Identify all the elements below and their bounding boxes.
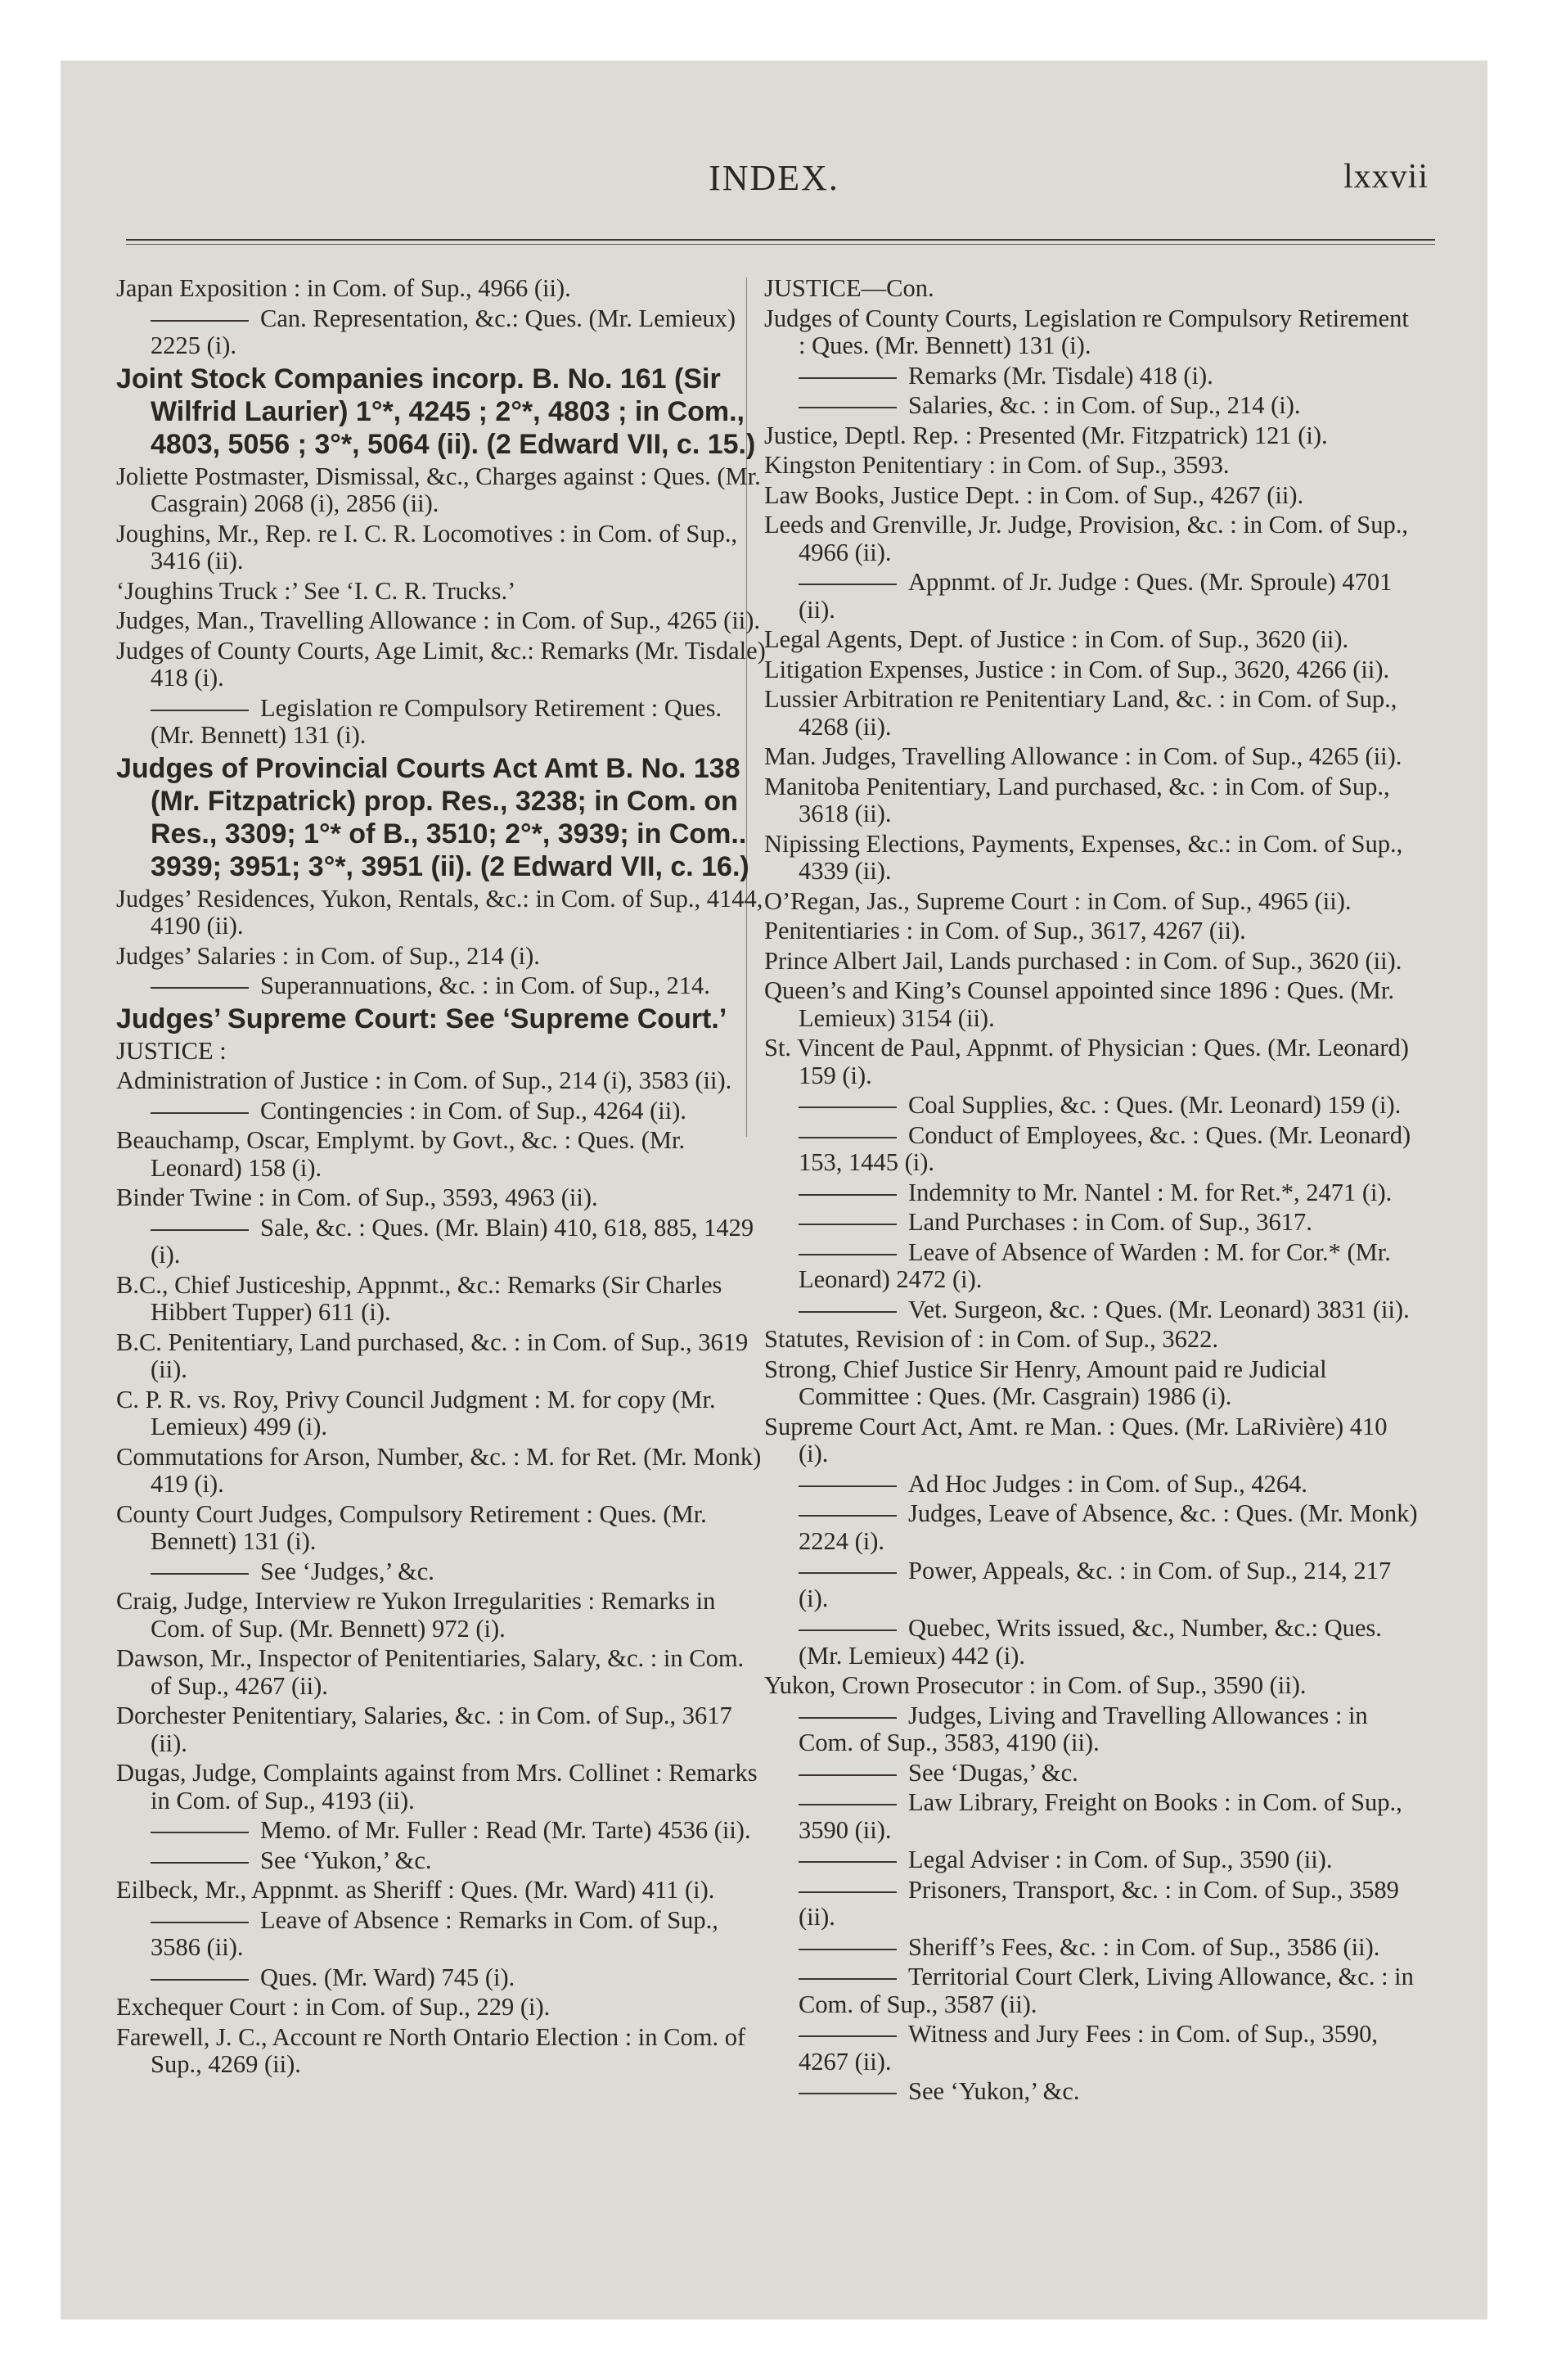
index-entry — [764, 275, 1419, 303]
ditto-dash — [799, 1485, 897, 1487]
header-rule-thin — [126, 244, 1435, 245]
index-entry — [764, 888, 1419, 916]
index-entry — [116, 1645, 771, 1700]
ditto-dash — [799, 1629, 897, 1631]
index-entry-text: Judges’ Supreme Court: See ‘Supreme Court.’ — [116, 1003, 727, 1034]
index-entry-text: Lussier Arbitration re Penitentiary Land, &c. : in Com. of Sup., 4268 (ii). — [764, 685, 1397, 741]
index-entry-text: Penitentiaries : in Com. of Sup., 3617, 4267 (ii). — [764, 917, 1246, 944]
page-title: INDEX. — [709, 158, 839, 198]
index-entry-text: C. P. R. vs. Roy, Privy Council Judgment : M. for copy (Mr. Lemieux) 499 (i). — [116, 1385, 716, 1440]
index-entry-text: Judges, Living and Travelling Allowances : in Com. of Sup., 3583, 4190 (ii). — [799, 1701, 1368, 1756]
index-entry-text: ‘Joughins Truck :’ See ‘I. C. R. Trucks.’ — [116, 576, 516, 605]
index-entry-text: Judges of Provincial Courts Act Amt B. No. 138 (Mr. Fitzpatrick) prop. Res., 3238; in Com. on Res., 3309; 1°* of B., 3510; 2°*, 3939; in Com.. 3939; 3951; 3°*, 3951 (ii). (2 Edward VII, c. 16.) — [116, 752, 749, 882]
index-entry — [764, 1672, 1419, 1700]
index-entry-text: Memo. of Mr. Fuller : Read (Mr. Tarte) 4536 (ii). — [260, 1816, 751, 1844]
index-entry-text: Beauchamp, Oscar, Emplymt. by Govt., &c. : Ques. (Mr. Leonard) 158 (i). — [116, 1126, 686, 1182]
index-entry — [764, 1934, 1419, 1962]
index-entry — [764, 1356, 1419, 1411]
index-entry-text: Power, Appeals, &c. : in Com. of Sup., 214, 217 (i). — [799, 1557, 1392, 1612]
index-entry — [116, 578, 771, 606]
index-entry-text: Strong, Chief Justice Sir Henry, Amount paid re Judicial Committee : Ques. (Mr. Casgrain) 1986 (i). — [764, 1355, 1327, 1410]
index-entry-text: Prisoners, Transport, &c. : in Com. of Sup., 3589 (ii). — [799, 1875, 1399, 1931]
index-entry — [116, 1272, 771, 1327]
ditto-dash — [799, 1572, 897, 1574]
index-entry — [116, 1588, 771, 1643]
index-entry-text: Yukon, Crown Prosecutor : in Com. of Sup., 3590 (ii). — [764, 1671, 1307, 1699]
index-entry-text: Administration of Justice : in Com. of Sup., 214 (i), 3583 (ii). — [116, 1066, 732, 1094]
index-entry-text: Judges of County Courts, Legislation re Compulsory Retirement : Ques. (Mr. Bennett) 131 (i). — [764, 304, 1409, 359]
index-entry — [764, 1034, 1419, 1089]
index-entry — [764, 1877, 1419, 1931]
ditto-dash — [799, 2035, 897, 2037]
index-entry — [116, 1907, 771, 1962]
ditto-dash — [799, 1194, 897, 1196]
index-entry — [764, 363, 1419, 390]
ditto-dash — [799, 407, 897, 408]
index-entry-text: Judges’ Salaries : in Com. of Sup., 214 (i). — [116, 941, 540, 970]
page-header — [61, 157, 1487, 206]
ditto-dash — [799, 1891, 897, 1893]
index-entry — [116, 752, 771, 883]
index-entry — [116, 275, 771, 303]
index-entry — [764, 1122, 1419, 1177]
header-rule — [126, 239, 1435, 241]
index-entry — [764, 686, 1419, 741]
index-entry-text: Leeds and Grenville, Jr. Judge, Provision, &c. : in Com. of Sup., 4966 (ii). — [764, 511, 1408, 566]
index-entry — [764, 656, 1419, 684]
index-entry-text: Litigation Expenses, Justice : in Com. of Sup., 3620, 4266 (ii). — [764, 655, 1390, 683]
index-entry — [764, 1209, 1419, 1237]
ditto-dash — [799, 1254, 897, 1255]
index-entry-text: Man. Judges, Travelling Allowance : in Com. of Sup., 4265 (ii). — [764, 742, 1402, 770]
index-entry — [764, 422, 1419, 450]
ditto-dash — [151, 1979, 249, 1981]
index-entry-text: Leave of Absence : Remarks in Com. of Sup., 3586 (ii). — [151, 1905, 718, 1961]
ditto-dash — [799, 2093, 897, 2094]
index-entry — [764, 1963, 1419, 2018]
index-entry-text: Vet. Surgeon, &c. : Ques. (Mr. Leonard) 3831 (ii). — [908, 1295, 1410, 1323]
index-entry-text: Appnmt. of Jr. Judge : Ques. (Mr. Sproule) 4701 (ii). — [799, 568, 1393, 624]
index-entry-text: Commutations for Arson, Number, &c. : M. for Ret. (Mr. Monk) 419 (i). — [116, 1442, 762, 1498]
index-entry — [116, 1444, 771, 1499]
ditto-dash — [799, 1861, 897, 1863]
index-entry-text: Law Books, Justice Dept. : in Com. of Sup., 4267 (ii). — [764, 480, 1304, 509]
index-entry-text: Manitoba Penitentiary, Land purchased, &c. : in Com. of Sup., 3618 (ii). — [764, 772, 1390, 827]
index-entry — [764, 831, 1419, 886]
index-entry — [764, 1760, 1419, 1787]
index-entry-text: O’Regan, Jas., Supreme Court : in Com. of Sup., 4965 (ii). — [764, 886, 1352, 915]
index-entry-text: Joughins, Mr., Rep. re I. C. R. Locomotives : in Com. of Sup., 3416 (ii). — [116, 519, 738, 575]
index-entry — [764, 2021, 1419, 2076]
index-entry-text: Japan Exposition : in Com. of Sup., 4966 (ii). — [116, 274, 571, 302]
index-entry — [764, 1615, 1419, 1670]
index-entry — [764, 1557, 1419, 1612]
ditto-dash — [799, 1774, 897, 1776]
index-entry-text: Eilbeck, Mr., Appnmt. as Sheriff : Ques. (Mr. Ward) 411 (i). — [116, 1876, 715, 1904]
index-entry — [116, 1215, 771, 1269]
ditto-dash — [799, 1137, 897, 1138]
index-entry — [764, 1239, 1419, 1294]
ditto-dash — [799, 584, 897, 585]
index-entry-text: Sheriff’s Fees, &c. : in Com. of Sup., 3586 (ii). — [908, 1932, 1380, 1961]
index-entry — [764, 392, 1419, 420]
index-entry-text: B.C. Penitentiary, Land purchased, &c. : in Com. of Sup., 3619 (ii). — [116, 1327, 749, 1383]
index-entry — [764, 1500, 1419, 1555]
ditto-dash — [151, 1573, 249, 1575]
index-entry — [764, 626, 1419, 654]
index-entry — [764, 948, 1419, 976]
index-entry-text: JUSTICE : — [116, 1036, 227, 1065]
index-entry — [116, 1003, 771, 1035]
index-entry — [764, 743, 1419, 771]
ditto-dash — [151, 1862, 249, 1864]
index-entry — [116, 695, 771, 750]
index-entry — [764, 512, 1419, 566]
index-entry — [116, 2024, 771, 2079]
ditto-dash — [799, 1311, 897, 1313]
index-entry-text: Supreme Court Act, Amt. re Man. : Ques. (Mr. LaRivière) 410 (i). — [764, 1412, 1388, 1467]
index-entry-text: Indemnity to Mr. Nantel : M. for Ret.*, 2471 (i). — [908, 1178, 1393, 1206]
index-entry — [116, 943, 771, 971]
index-entry-text: Dorchester Penitentiary, Salaries, &c. : in Com. of Sup., 3617 (ii). — [116, 1702, 732, 1757]
index-entry-text: Salaries, &c. : in Com. of Sup., 214 (i). — [908, 391, 1301, 419]
ditto-dash — [151, 1832, 249, 1833]
index-entry-text: Exchequer Court : in Com. of Sup., 229 (i). — [116, 1993, 551, 2021]
index-entry — [764, 1179, 1419, 1207]
index-entry — [116, 607, 771, 635]
index-entry-text: Land Purchases : in Com. of Sup., 3617. — [908, 1208, 1312, 1236]
index-entry-text: Judges of County Courts, Age Limit, &c.: Remarks (Mr. Tisdale) 418 (i). — [116, 636, 766, 692]
index-entry — [764, 1846, 1419, 1874]
index-entry — [116, 521, 771, 575]
ditto-dash — [799, 1107, 897, 1108]
ditto-dash — [799, 1515, 897, 1517]
index-entry — [116, 1098, 771, 1125]
ditto-dash — [799, 1224, 897, 1225]
index-entry — [116, 1702, 771, 1757]
index-entry-text: Territorial Court Clerk, Living Allowance, &c. : in Com. of Sup., 3587 (ii). — [799, 1963, 1414, 2018]
index-entry — [116, 1877, 771, 1904]
index-entry-text: Ad Hoc Judges : in Com. of Sup., 4264. — [908, 1469, 1307, 1498]
index-entry — [764, 1471, 1419, 1499]
ditto-dash — [151, 710, 249, 711]
index-entry — [764, 1702, 1419, 1757]
index-entry-text: County Court Judges, Compulsory Retirement : Ques. (Mr. Bennett) 131 (i). — [116, 1499, 707, 1555]
index-entry-text: Remarks (Mr. Tisdale) 418 (i). — [908, 361, 1213, 390]
index-entry — [116, 1760, 771, 1814]
page-number: lxxvii — [1343, 158, 1429, 196]
index-entry — [116, 1501, 771, 1556]
index-entry-text: Ques. (Mr. Ward) 745 (i). — [260, 1963, 515, 1991]
ditto-dash — [151, 320, 249, 322]
ditto-dash — [799, 1717, 897, 1719]
index-entry — [116, 1329, 771, 1384]
index-entry-text: Legislation re Compulsory Retirement : Ques. (Mr. Bennett) 131 (i). — [151, 693, 722, 749]
index-entry — [764, 2078, 1419, 2106]
index-entry-text: Sale, &c. : Ques. (Mr. Blain) 410, 618, 885, 1429 (i). — [151, 1213, 754, 1269]
index-entry — [116, 1386, 771, 1441]
index-entry-text: Coal Supplies, &c. : Ques. (Mr. Leonard) 159 (i). — [908, 1091, 1402, 1119]
index-entry — [116, 463, 771, 518]
index-entry — [764, 1789, 1419, 1844]
index-entry-text: Nipissing Elections, Payments, Expenses, &c.: in Com. of Sup., 4339 (ii). — [764, 829, 1403, 885]
ditto-dash — [799, 1949, 897, 1950]
index-entry — [116, 1038, 771, 1066]
right-column — [764, 275, 1419, 2108]
index-entry — [116, 1067, 771, 1095]
index-entry-text: Law Library, Freight on Books : in Com. of Sup., 3590 (ii). — [799, 1788, 1402, 1844]
index-entry — [116, 1127, 771, 1182]
index-entry-text: Craig, Judge, Interview re Yukon Irregularities : Remarks in Com. of Sup. (Mr. Bennett) 972 (i). — [116, 1587, 716, 1643]
index-entry — [764, 977, 1419, 1032]
index-entry-text: B.C., Chief Justiceship, Appnmt., &c.: Remarks (Sir Charles Hibbert Tupper) 611 (i). — [116, 1270, 722, 1326]
ditto-dash — [799, 1804, 897, 1805]
index-entry-text: JUSTICE—Con. — [764, 274, 934, 302]
index-entry-text: See ‘Yukon,’ &c. — [260, 1846, 432, 1874]
index-entry-text: Conduct of Employees, &c. : Ques. (Mr. Leonard) 153, 1445 (i). — [799, 1120, 1411, 1176]
index-entry — [116, 1847, 771, 1875]
index-entry — [764, 773, 1419, 828]
index-entry-text: Judges, Man., Travelling Allowance : in Com. of Sup., 4265 (ii). — [116, 606, 761, 634]
index-entry-text: Dawson, Mr., Inspector of Penitentiaries, Salary, &c. : in Com. of Sup., 4267 (ii). — [116, 1644, 745, 1700]
ditto-dash — [151, 1229, 249, 1231]
ditto-dash — [151, 1922, 249, 1923]
index-entry — [116, 972, 771, 1000]
index-entry — [764, 452, 1419, 480]
index-entry-text: Superannuations, &c. : in Com. of Sup., 214. — [260, 971, 710, 999]
index-entry — [764, 482, 1419, 510]
index-entry-text: See ‘Yukon,’ &c. — [908, 2077, 1080, 2105]
index-entry-text: Witness and Jury Fees : in Com. of Sup., 3590, 4267 (ii). — [799, 2020, 1379, 2076]
index-entry — [764, 569, 1419, 624]
left-column — [116, 275, 771, 2081]
index-entry-text: Justice, Deptl. Rep. : Presented (Mr. Fitzpatrick) 121 (i). — [764, 421, 1328, 449]
ditto-dash — [799, 377, 897, 379]
index-entry — [764, 1413, 1419, 1468]
index-entry — [116, 886, 771, 940]
index-entry — [764, 917, 1419, 945]
index-entry-text: Joliette Postmaster, Dismissal, &c., Charges against : Ques. (Mr. Casgrain) 2068 (i), 2856 (ii). — [116, 462, 761, 517]
index-entry-text: Can. Representation, &c.: Ques. (Mr. Lemieux) 2225 (i). — [151, 304, 736, 359]
index-entry — [116, 638, 771, 692]
ditto-dash — [151, 1112, 249, 1114]
index-entry — [764, 1326, 1419, 1354]
index-entry-text: Legal Adviser : in Com. of Sup., 3590 (ii). — [908, 1846, 1333, 1873]
index-entry — [116, 1184, 771, 1212]
index-entry — [116, 1558, 771, 1586]
ditto-dash — [799, 1978, 897, 1980]
index-entry-text: Kingston Penitentiary : in Com. of Sup., 3593. — [764, 451, 1230, 479]
index-entry — [116, 1994, 771, 2022]
index-entry-text: Quebec, Writs issued, &c., Number, &c.: Ques. (Mr. Lemieux) 442 (i). — [799, 1614, 1382, 1670]
index-entry-text: See ‘Judges,’ &c. — [260, 1557, 434, 1585]
scanned-page — [61, 61, 1487, 2319]
ditto-dash — [151, 987, 249, 989]
index-entry — [116, 363, 771, 461]
index-entry-text: Dugas, Judge, Complaints against from Mrs. Collinet : Remarks in Com. of Sup., 4193 (ii). — [116, 1759, 758, 1814]
index-entry-text: Joint Stock Companies incorp. B. No. 161 (Sir Wilfrid Laurier) 1°*, 4245 ; 2°*, 4803 ; in Com., 4803, 5056 ; 3°*, 5064 (ii). (2 Edward VII, c. 15.) — [116, 363, 756, 460]
index-entry-text: Leave of Absence of Warden : M. for Cor.* (Mr. Leonard) 2472 (i). — [799, 1237, 1391, 1293]
index-entry — [764, 1296, 1419, 1324]
index-entry — [764, 1092, 1419, 1120]
index-entry-text: Judges, Leave of Absence, &c. : Ques. (Mr. Monk) 2224 (i). — [799, 1499, 1418, 1555]
index-entry-text: Legal Agents, Dept. of Justice : in Com. of Sup., 3620 (ii). — [764, 625, 1349, 653]
index-entry — [116, 305, 771, 360]
index-entry-text: Judges’ Residences, Yukon, Rentals, &c.: in Com. of Sup., 4144, 4190 (ii). — [116, 884, 763, 940]
index-entry-text: Statutes, Revision of : in Com. of Sup., 3622. — [764, 1325, 1218, 1353]
index-entry-text: Contingencies : in Com. of Sup., 4264 (ii). — [260, 1096, 687, 1125]
index-entry-text: Binder Twine : in Com. of Sup., 3593, 4963 (ii). — [116, 1183, 598, 1211]
index-entry-text: Queen’s and King’s Counsel appointed since 1896 : Ques. (Mr. Lemieux) 3154 (ii). — [764, 976, 1395, 1032]
index-entry — [116, 1964, 771, 1992]
index-entry-text: Prince Albert Jail, Lands purchased : in Com. of Sup., 3620 (ii). — [764, 946, 1402, 975]
index-entry — [116, 1817, 771, 1845]
index-entry-text: Farewell, J. C., Account re North Ontario Election : in Com. of Sup., 4269 (ii). — [116, 2022, 746, 2078]
index-entry — [764, 305, 1419, 360]
index-entry-text: St. Vincent de Paul, Appnmt. of Physician : Ques. (Mr. Leonard) 159 (i). — [764, 1034, 1409, 1089]
index-entry-text: See ‘Dugas,’ &c. — [908, 1758, 1078, 1787]
